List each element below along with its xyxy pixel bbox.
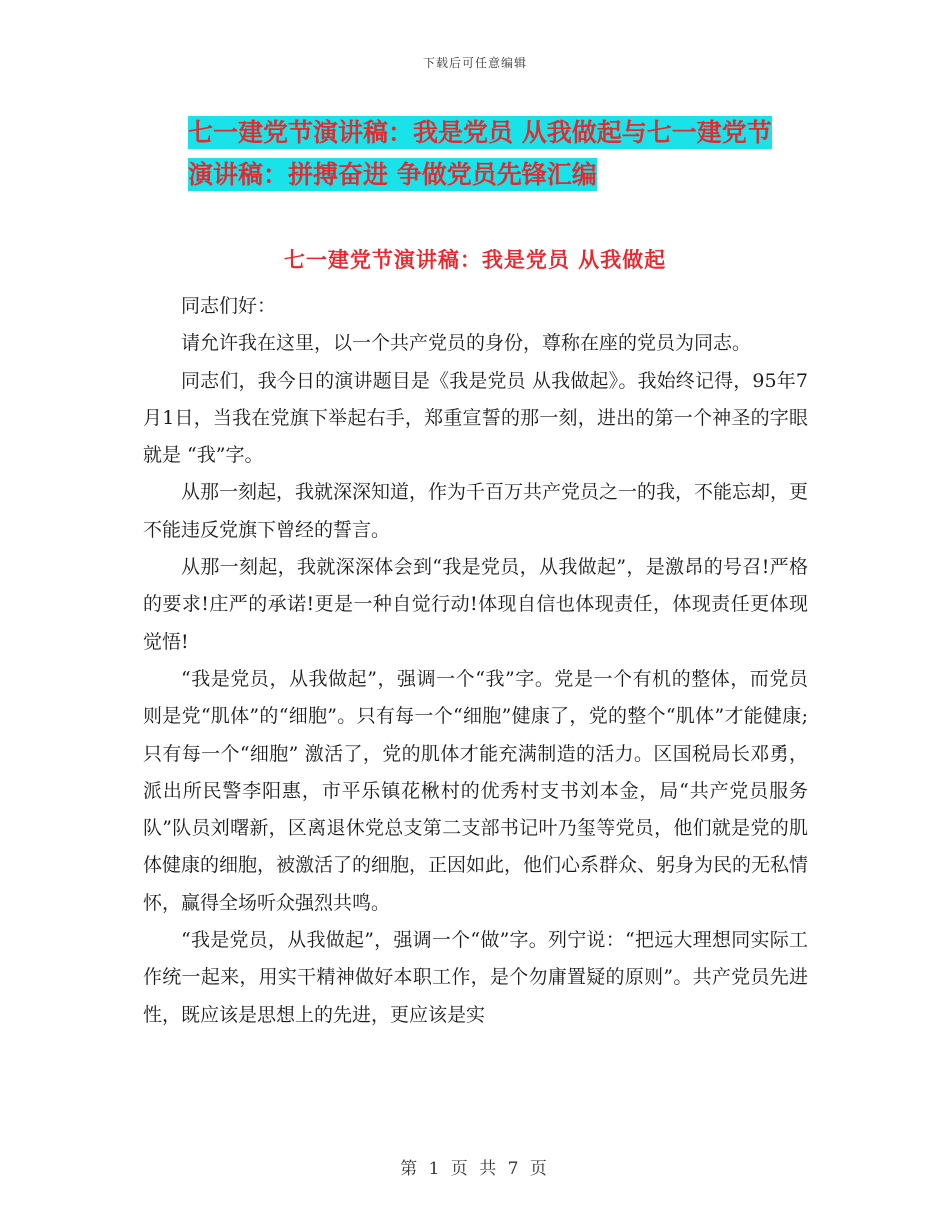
paragraph: 从那一刻起，我就深深体会到“我是党员，从我做起”，是激昂的号召!严格的要求!庄严的承诺!更是一种自觉行动!体现自信也体现责任，体现责任更体现觉悟! — [143, 556, 808, 653]
paragraph: 同志们，我今日的演讲题目是《我是党员 从我做起》。我始终记得，95年7月1日，当我在党旗下举起右手，郑重宣誓的那一刻，进出的第一个神圣的字眼就是 “我”字。 — [143, 369, 808, 467]
paragraph: “我是党员，从我做起”，强调一个“做”字。列宁说：“把远大理想同实际工作统一起来，用实干精神做好本职工作，是个勿庸置疑的原则”。共产党员先进性，既应该是思想上的先进，更应该是实 — [143, 929, 808, 1026]
main-title-line-1: 七一建党节演讲稿：我是党员 从我做起与七一建党节 — [188, 118, 772, 147]
page-footer-number: 第 1 页 共 7 页 — [400, 1159, 550, 1179]
paragraph: “我是党员，从我做起”，强调一个“我”字。党是一个有机的整体，而党员则是党“肌体”的“细胞”。只有每一个“细胞”健康了，党的整个“肌体”才能健康;只有每一个“细胞” 激活了，党的肌体才能充满制造的活力。区国税局长邓勇，派出所民警李阳惠，市平乐镇花楸村的优秀村支书刘本金，局“共产党员服务队”队员刘曙新，区离退休党总支第二支部书记叶乃玺等党员，他们就是党的肌体健康的细胞，被激活了的细胞，正因如此，他们心系群众、躬身为民的无私情怀，赢得全场听众强烈共鸣。 — [143, 667, 809, 914]
paragraph-greeting: 同志们好： — [181, 295, 277, 317]
paragraph: 请允许我在这里，以一个共产党员的身份，尊称在座的党员为同志。 — [181, 332, 752, 355]
main-title-line-2: 演讲稿：拼搏奋进 争做党员先锋汇编 — [188, 160, 597, 189]
paragraph: 从那一刻起，我就深深知道，作为千百万共产党员之一的我，不能忘却，更不能违反党旗下曾经的誓言。 — [143, 481, 809, 541]
document-main-title — [188, 112, 828, 196]
section-title: 七一建党节演讲稿：我是党员 从我做起 — [283, 248, 667, 272]
page-header-note: 下载后可任意编辑 — [422, 56, 527, 70]
document-body — [143, 288, 808, 1034]
